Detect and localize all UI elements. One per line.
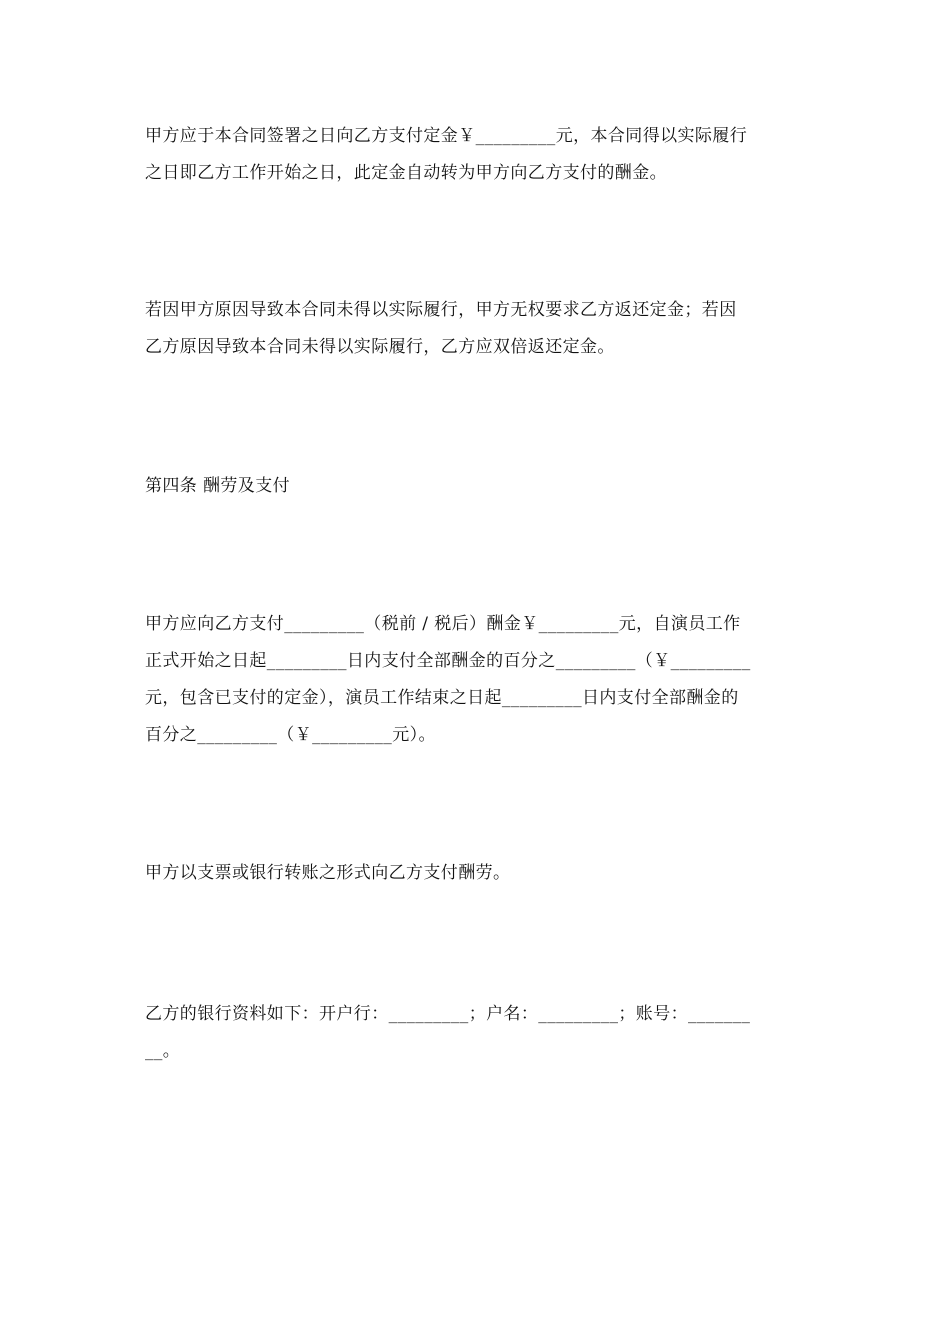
text-line: 甲方应于本合同签署之日向乙方支付定金￥_________元，本合同得以实际履行 <box>145 126 748 146</box>
section-heading-article-4 <box>145 468 805 505</box>
text-line: __。 <box>145 1041 181 1061</box>
text-line: 元，包含已支付的定金），演员工作结束之日起_________日内支付全部酬金的 <box>145 688 739 708</box>
text-line: 乙方的银行资料如下：开户行：_________；户名：_________；账号：_______ <box>145 1004 751 1024</box>
text-line: 之日即乙方工作开始之日，此定金自动转为甲方向乙方支付的酬金。 <box>145 163 667 183</box>
paragraph-deposit-refund <box>145 292 805 366</box>
paragraph-bank-details <box>145 996 805 1070</box>
paragraph-deposit-payment <box>145 118 805 192</box>
text-line: 甲方以支票或银行转账之形式向乙方支付酬劳。 <box>145 863 511 883</box>
text-line: 百分之_________（￥_________元）。 <box>145 725 436 745</box>
paragraph-remuneration-terms <box>145 606 805 754</box>
text-line: 乙方原因导致本合同未得以实际履行，乙方应双倍返还定金。 <box>145 337 615 357</box>
text-line: 若因甲方原因导致本合同未得以实际履行，甲方无权要求乙方返还定金；若因 <box>145 300 737 320</box>
heading-text: 第四条 酬劳及支付 <box>145 476 291 496</box>
text-line: 甲方应向乙方支付_________（税前 / 税后）酬金￥_________元，自演员工作 <box>145 614 741 634</box>
text-line: 正式开始之日起_________日内支付全部酬金的百分之_________（￥_________ <box>145 651 751 671</box>
paragraph-payment-method <box>145 855 805 892</box>
